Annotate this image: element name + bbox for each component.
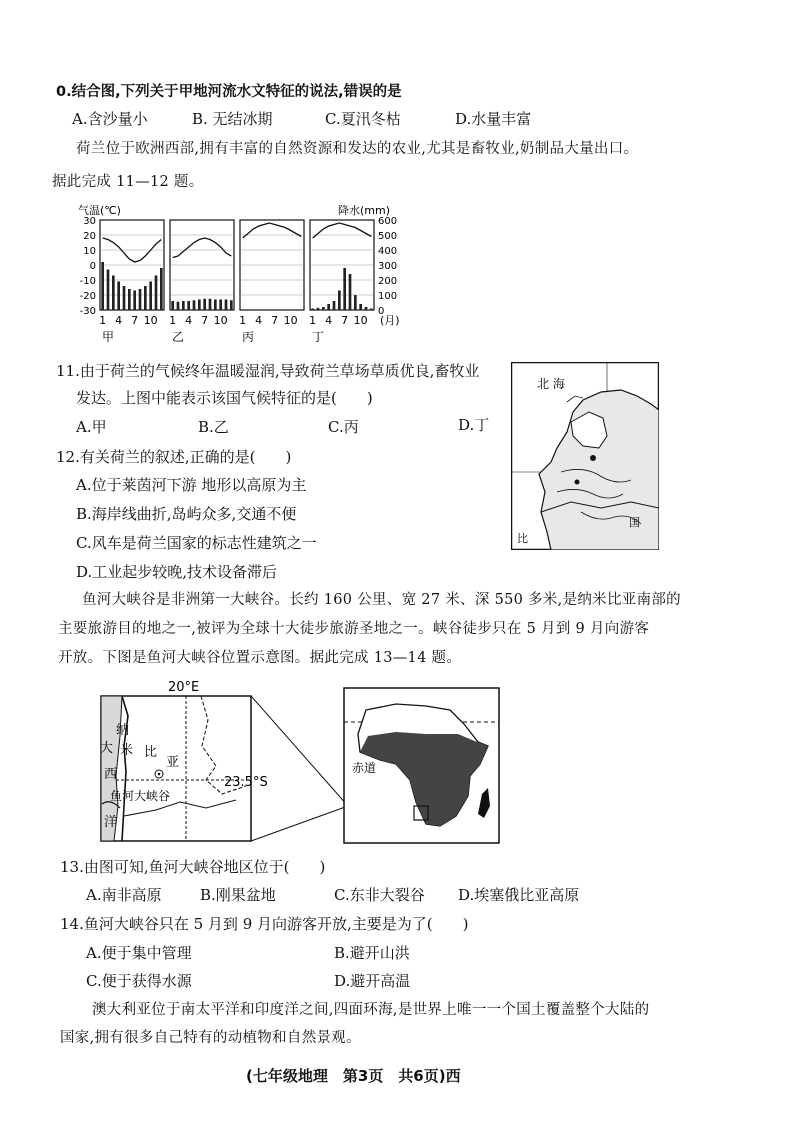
month-tick: 1 [239,314,247,327]
precip-bar [139,289,142,310]
precip-bar [209,299,212,310]
precip-bar [149,282,152,311]
precip-bar [171,301,174,310]
precip-bar [128,289,131,310]
month-tick: 7 [201,314,209,327]
precip-bar [107,270,110,311]
netherlands-intro-line2: 据此完成 11—12 题。 [52,174,204,190]
month-tick: 10 [143,314,158,327]
precip-bar [133,291,136,311]
climate-panel-4 [310,220,374,310]
ocean-label-yang: 洋 [104,815,118,830]
temp-tick: 30 [83,216,96,227]
map-label-bi: 比 [517,532,528,545]
netherlands-intro-line1: 荷兰位于欧洲西部,拥有丰富的自然资源和发达的农业,尤其是畜牧业,奶制品大量出口。 [76,141,639,157]
q12-option-a[interactable]: A.位于莱茵河下游 地形以高原为主 [76,476,307,494]
north-sea-label: 北 海 [537,377,565,391]
q14-option-a[interactable]: A.便于集中管理 [86,944,192,962]
precip-tick: 300 [378,261,398,272]
fishriver-intro-line2: 主要旅游目的地之一,被评为全球十大徒步旅游圣地之一。峡谷徒步只在 5 月到 9 月向游客 [58,621,650,637]
precip-bar [203,299,206,310]
precip-bar [343,268,346,310]
month-tick: 10 [213,314,228,327]
month-tick: 7 [131,314,139,327]
precip-bar [123,286,126,310]
q11-stem-line1: 11.由于荷兰的气候终年温暖湿润,导致荷兰草场草质优良,畜牧业 [56,362,480,380]
precip-bar [225,300,228,311]
q11-option-d[interactable]: D.丁 [458,416,490,434]
precip-bar [349,274,352,310]
map-label-guo: 国 [629,516,640,529]
fishriver-intro-line1: 鱼河大峡谷是非洲第一大峡谷。长约 160 公里、宽 27 米、深 550 多米,是纳米比亚南部的 [82,592,681,608]
fishriver-map [96,676,506,846]
panel-label: 丙 [241,330,255,344]
country-label-mi: 米 [120,743,134,758]
precip-tick: 0 [378,306,385,317]
precip-tick: 400 [378,246,398,257]
q11-option-c[interactable]: C.丙 [328,418,359,436]
temp-tick: 10 [83,246,96,257]
month-tick: 4 [185,314,193,327]
precip-bar [193,300,196,310]
canyon-label: 鱼河大峡谷 [110,789,171,803]
q11-stem-line2: 发达。上图中能表示该国气候特征的是( ) [76,389,373,407]
australia-intro-line2: 国家,拥有很多自己特有的动植物和自然景观。 [60,1030,361,1046]
longitude-label: 20°E [168,680,200,695]
q11-option-a[interactable]: A.甲 [76,418,107,436]
month-tick: 4 [325,314,333,327]
q14-option-d[interactable]: D.避开高温 [334,972,411,990]
ocean-label-da: 大 [100,741,114,756]
q10-stem: 0.结合图,下列关于甲地河流水文特征的说法,错误的是 [56,84,402,100]
country-label-bi: 比 [144,745,158,760]
precip-bar [144,286,147,310]
q10-option-d[interactable]: D.水量丰富 [455,110,532,128]
q13-option-a[interactable]: A.南非高原 [86,886,162,904]
q13-option-c[interactable]: C.东非大裂谷 [334,886,425,904]
precip-bar [333,301,336,310]
temp-tick: -10 [79,276,96,287]
precip-axis-label: 降水(mm) [338,204,391,217]
climate-chart [62,200,422,348]
precip-bar [311,309,314,311]
precip-bar [117,282,120,311]
panel-label: 甲 [101,330,115,344]
netherlands-map [511,362,659,550]
climate-panel-1 [100,220,164,310]
month-tick: 1 [99,314,107,327]
precip-bar [182,301,185,310]
precip-bar [177,302,180,310]
q14-option-c[interactable]: C.便于获得水源 [86,972,192,990]
month-tick: 4 [115,314,123,327]
precip-bar [354,295,357,310]
temp-tick: 0 [89,261,96,272]
q10-option-b[interactable]: B. 无结冰期 [192,110,273,128]
q12-option-b[interactable]: B.海岸线曲折,岛屿众多,交通不便 [76,505,297,523]
country-label-ya: 亚 [166,755,180,770]
precip-bar [230,300,233,310]
precip-bar [198,300,201,311]
climate-panel-2 [170,220,234,310]
temp-tick: -30 [79,306,96,317]
precip-tick: 200 [378,276,398,287]
precip-bar [370,309,373,311]
precip-bar [160,268,163,310]
q12-option-d[interactable]: D.工业起步较晚,技术设备滞后 [76,563,278,581]
q14-stem: 14.鱼河大峡谷只在 5 月到 9 月向游客开放,主要是为了( ) [60,915,469,933]
precip-tick: 500 [378,231,398,242]
climate-panel-3 [240,220,304,310]
q11-option-b[interactable]: B.乙 [198,418,229,436]
precip-bar [112,276,115,311]
temp-axis-label: 气温(℃) [78,204,121,217]
month-tick: 1 [169,314,177,327]
q13-option-d[interactable]: D.埃塞俄比亚高原 [458,886,580,904]
month-tick: 1 [309,314,317,327]
month-tick: 4 [255,314,263,327]
page-footer: (七年级地理 第3页 共6页)西 [246,1067,461,1085]
precip-bar [187,301,190,310]
tropic-label: 23.5°S [224,775,268,790]
precip-bar [322,307,325,310]
q14-option-b[interactable]: B.避开山洪 [334,944,410,962]
month-tick: 10 [283,314,298,327]
ocean-label-xi: 西 [104,767,118,782]
q12-stem: 12.有关荷兰的叙述,正确的是( ) [56,448,292,466]
precip-bar [327,304,330,310]
precip-bar [317,308,320,310]
precip-tick: 600 [378,216,398,227]
precip-bar [365,307,368,310]
equator-label: 赤道 [352,761,377,775]
precip-bar [219,300,222,311]
q10-option-c[interactable]: C.夏汛冬枯 [325,110,401,128]
panel-label: 丁 [311,330,325,344]
precip-bar [338,291,341,311]
q13-stem: 13.由图可知,鱼河大峡谷地区位于( ) [60,858,326,876]
precip-bar [101,262,104,310]
month-tick: 7 [341,314,349,327]
precip-bar [359,304,362,310]
q10-option-a[interactable]: A.含沙量小 [72,110,148,128]
precip-bar [155,276,158,311]
fishriver-intro-line3: 开放。下图是鱼河大峡谷位置示意图。据此完成 13—14 题。 [58,650,462,666]
q12-option-c[interactable]: C.风车是荷兰国家的标志性建筑之一 [76,534,317,552]
month-unit: (月) [380,314,400,327]
temp-tick: -20 [79,291,96,302]
q13-option-b[interactable]: B.刚果盆地 [200,886,276,904]
month-tick: 7 [271,314,279,327]
australia-intro-line1: 澳大利亚位于南太平洋和印度洋之间,四面环海,是世界上唯一一个国土覆盖整个大陆的 [92,1002,650,1018]
precip-bar [214,300,217,311]
panel-label: 乙 [171,330,185,344]
precip-tick: 100 [378,291,398,302]
temp-tick: 20 [83,231,96,242]
country-label-na: 纳 [116,723,130,738]
month-tick: 10 [353,314,368,327]
